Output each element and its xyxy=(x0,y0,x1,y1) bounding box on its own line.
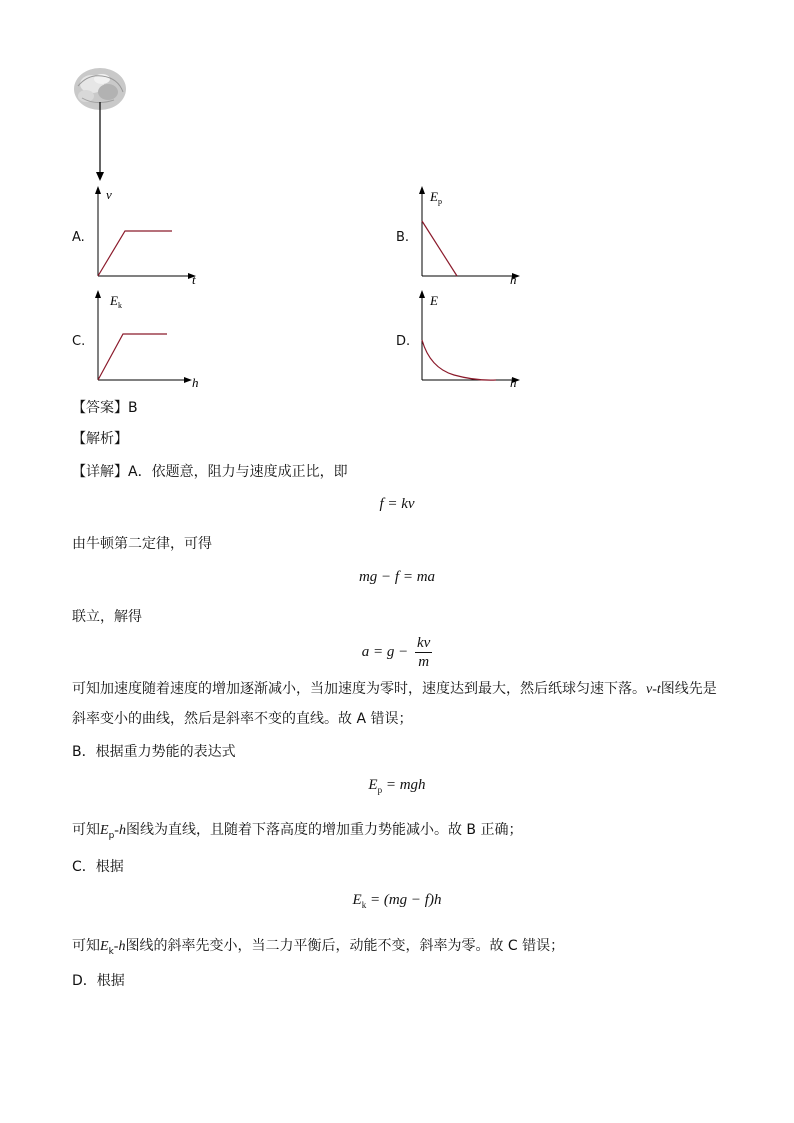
paragraph-a-line1: 可知加速度随着速度的增加逐渐减小，当加速度为零时，速度达到最大，然后纸球匀速下落。v-t图线先是 xyxy=(72,681,717,697)
c-intro: C．根据 xyxy=(72,859,124,875)
graph-d-curve xyxy=(422,340,496,380)
graph-b-line xyxy=(422,221,457,276)
graph-c-curve xyxy=(98,334,167,380)
option-d-label: D. xyxy=(396,334,411,349)
graph-d-x-label: h xyxy=(510,375,517,390)
graph-a-curve xyxy=(98,231,172,276)
b-intro: B．根据重力势能的表达式 xyxy=(72,744,236,760)
fraction-numerator: kv xyxy=(416,635,431,651)
graph-c-y-label: $E_k$ xyxy=(110,293,122,310)
graph-c xyxy=(90,288,210,394)
analysis-label: 【解析】 xyxy=(72,431,128,447)
graph-a-x-label: t xyxy=(192,272,196,287)
graph-d xyxy=(414,288,534,394)
equation-drag: f = kv xyxy=(379,496,415,512)
paragraph-c: 可知$E_k-h$图线的斜率先变小，当二力平衡后，动能不变，斜率为零。故 C 错误； xyxy=(72,938,565,957)
fraction-denominator: m xyxy=(418,654,430,670)
paragraph-a-line2: 斜率变小的曲线，然后是斜率不变的直线。故 A 错误； xyxy=(72,711,413,727)
equation-kinetic: $E_k = (mg - f)h$ xyxy=(352,892,442,910)
option-b-label: B. xyxy=(396,230,410,245)
detail-intro: 【详解】A．依题意，阻力与速度成正比，即 xyxy=(72,464,348,480)
paragraph-b: 可知$E_p-h$图线为直线，且随着下落高度的增加重力势能减小。故 B 正确； xyxy=(72,822,523,841)
d-intro: D．根据 xyxy=(72,973,125,989)
equation-fraction xyxy=(415,634,432,671)
graph-b xyxy=(414,184,534,290)
option-a-label: A. xyxy=(72,230,85,245)
equation-acceleration-lhs: a = g − xyxy=(361,643,409,660)
answer-label: 【答案】 xyxy=(72,400,128,416)
fall-arrow-head xyxy=(96,172,104,181)
equation-acceleration xyxy=(0,634,794,671)
answer-value: B xyxy=(128,400,138,416)
paper-ball-figure xyxy=(68,62,132,186)
graph-b-x-label: h xyxy=(510,272,517,287)
graph-b-y-label: $E_p$ xyxy=(430,189,442,206)
combine-text: 联立，解得 xyxy=(72,609,142,625)
graph-c-x-label: h xyxy=(192,375,199,390)
equation-newton: mg − f = ma xyxy=(358,569,436,585)
equation-potential: $E_p$ = mgh xyxy=(368,777,426,795)
graph-a-y-label: v xyxy=(106,187,112,202)
answer-line xyxy=(72,398,138,418)
graph-a xyxy=(90,184,210,290)
option-c-label: C. xyxy=(72,334,86,349)
graph-d-y-label: E xyxy=(430,293,438,308)
newton-text: 由牛顿第二定律，可得 xyxy=(72,536,212,552)
